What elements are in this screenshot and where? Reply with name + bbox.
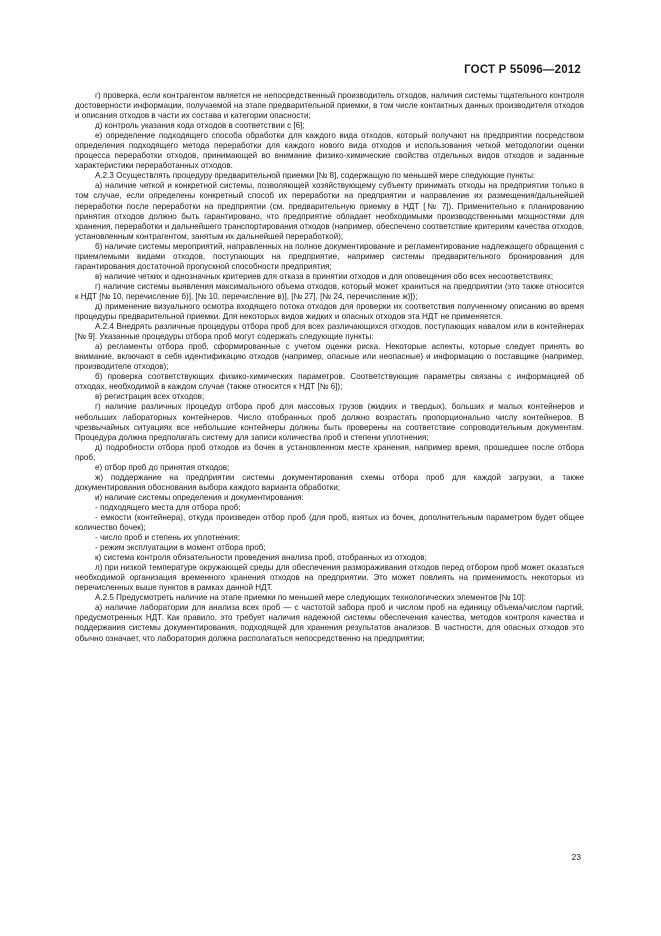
paragraph-a2-3-g: г) наличие системы выявления максимального объема отходов, который может храниться на предприятии (это также относится к НДТ [№ 10, перечисление б)], [№ 10, перечисление в)], [№ 27], [№ 24, перечисление ж)]); <box>75 281 584 301</box>
paragraph-a2-4-d: д) подробности отбора проб отходов из бочек в установленном месте хранения, например время, прошедшее после отбора проб; <box>75 442 584 462</box>
document-standard-id: ГОСТ Р 55096—2012 <box>464 64 581 76</box>
paragraph-a2-3-v: в) наличие четких и однозначных критериев для отказа в принятии отходов и для оповещения обо всех несоответствиях; <box>95 271 554 281</box>
paragraph-a2-3-b: б) наличие системы мероприятий, направленных на полное документирование и регламентирование надлежащего обращения с приемлемыми видами отходов, поступающих на предприятие, например системы предварительного бронирования для гарантирования достаточной пропускной способности предприятия; <box>75 241 584 271</box>
paragraph-a2-5-a: а) наличие лаборатории для анализа всех проб — с частотой забора проб и числом проб на единицу объема/числом партий, предусмотренных НДТ. Как правило, это требует наличия надежной системы обеспечения качества, методов контроля качества и поддержания системы документирования, подходящей для хранения результатов анализов. В частности, для опасных отходов это обычно означает, что лаборатория должна располагаться непосредственно на предприятии; <box>75 603 584 643</box>
document-body <box>75 91 584 644</box>
paragraph-a2-4-l: л) при низкой температуре окружающей среды для обеспечения размораживания отходов перед отбором проб может оказаться необходимой организация временного хранения отходов на предприятии. Это может повлиять на применимость некоторых из перечисленных выше пунктов в рамках данной НДТ. <box>75 563 584 593</box>
paragraph-a2-4-b: б) проверка соответствующих физико-химических параметров. Соответствующие параметры связаны с информацией об отходах, необходимой в каждом случае (также относится к НДТ [№ 6]); <box>75 372 584 392</box>
paragraph-a2-4-k: к) система контроля обязательности проведения анализа проб, отобранных из отходов; <box>95 553 427 563</box>
list-item-sample-count: - число проб и степень их уплотнения; <box>95 533 240 543</box>
paragraph-a2-4-intro: А.2.4 Внедрять различные процедуры отбора проб для всех различающихся отходов, поступающих навалом или в контейнерах [№ 9]. Указанные процедуры отбора проб могут содержать следующие пункты: <box>75 322 584 342</box>
list-item-sampling-place: - подходящего места для отбора проб; <box>95 502 241 512</box>
paragraph-a2-3-intro: А.2.3 Осуществлять процедуру предварительной приемки [№ 8], содержащую по меньшей мере следующие пункты: <box>95 171 536 181</box>
paragraph-a2-4-i: и) наличие системы определения и документирования: <box>95 492 304 502</box>
paragraph-a1-e: е) определение подходящего способа обработки для каждого вида отходов, который получают на предприятии посредством определения подходящего метода переработки для каждого нового вида отходов и использования четкой методологии оценки процесса переработки отходов, принимающей во внимание физико-химические свойства отдельных видов отходов и заданные характеристики переработанных отходов. <box>75 131 584 171</box>
paragraph-a2-4-zh: ж) поддержание на предприятии системы документирования схемы отбора проб для каждой загрузки, а также документирования обоснования выбора каждого варианта обработки; <box>75 472 584 492</box>
list-item-operating-mode: - режим эксплуатации в момент отбора проб; <box>95 543 266 553</box>
paragraph-a1-d: д) контроль указания кода отходов в соответствии с [6]; <box>95 121 305 131</box>
paragraph-a2-4-v: в) регистрация всех отходов; <box>95 392 205 402</box>
paragraph-a2-4-a: а) регламенты отбора проб, сформированные с учетом оценки риска. Некоторые аспекты, которые следует принять во внимание, включают в себя идентификацию отходов (например, опасные или неопасные) и информацию о поставщике (например, производителе отходов); <box>75 342 584 372</box>
list-item-container: - емкости (контейнера), откуда произведен отбор проб (для проб, взятых из бочек, дополнительным параметром будет общее количество бочек); <box>75 512 584 533</box>
paragraph-a2-4-g: г) наличие различных процедур отбора проб для массовых грузов (жидких и твердых), больших и малых контейнеров и небольших лабораторных контейнеров. Число отобранных проб должно возрастать пропорционально числу контейнеров. В чрезвычайных ситуациях все небольшие контейнеры должны быть проверены на соответствие сопроводительным документам. Процедура должна предполагать систему для записи количества проб и степени уплотнения; <box>75 402 584 442</box>
paragraph-a2-5-intro: А.2.5 Предусмотреть наличие на этапе приемки по меньшей мере следующих технологических элементов [№ 10]: <box>95 593 527 603</box>
page-number: 23 <box>571 852 581 862</box>
paragraph-a2-3-a: а) наличие четкой и конкретной системы, позволяющей хозяйствующему субъекту принимать отходы на предприятии только в том случае, если определены конкретный способ их переработки на предприятии и направление их размещения/дальнейшей переработки после переработки на предприятии (см. предварительную приемку в НДТ [№ 7]). Применительно к планированию принятия отходов должно быть гарантировано, что предприятие обладает необходимыми производственными мощностями для хранения, переработки и дальнейшего транспортирования отходов (например, обеспечено соответствие критериям качества отходов, установленным контрагентом, занятым их дальнейшей переработкой); <box>75 181 584 241</box>
paragraph-a1-g: г) проверка, если контрагентом является не непосредственный производитель отходов, наличия системы тщательного контроля достоверности информации, получаемой на этапе предварительной приемки, в том числе контактных данных производителя отходов и описания отходов в части их состава и категории опасности; <box>75 91 584 121</box>
paragraph-a2-3-d: д) применение визуального осмотра входящего потока отходов для проверки их соответствия полученному описанию во время процедуры предварительной приемки. Для некоторых видов жидких и опасных отходов эта НДТ не применяется. <box>75 301 584 322</box>
paragraph-a2-4-e: е) отбор проб до принятия отходов; <box>95 462 230 472</box>
